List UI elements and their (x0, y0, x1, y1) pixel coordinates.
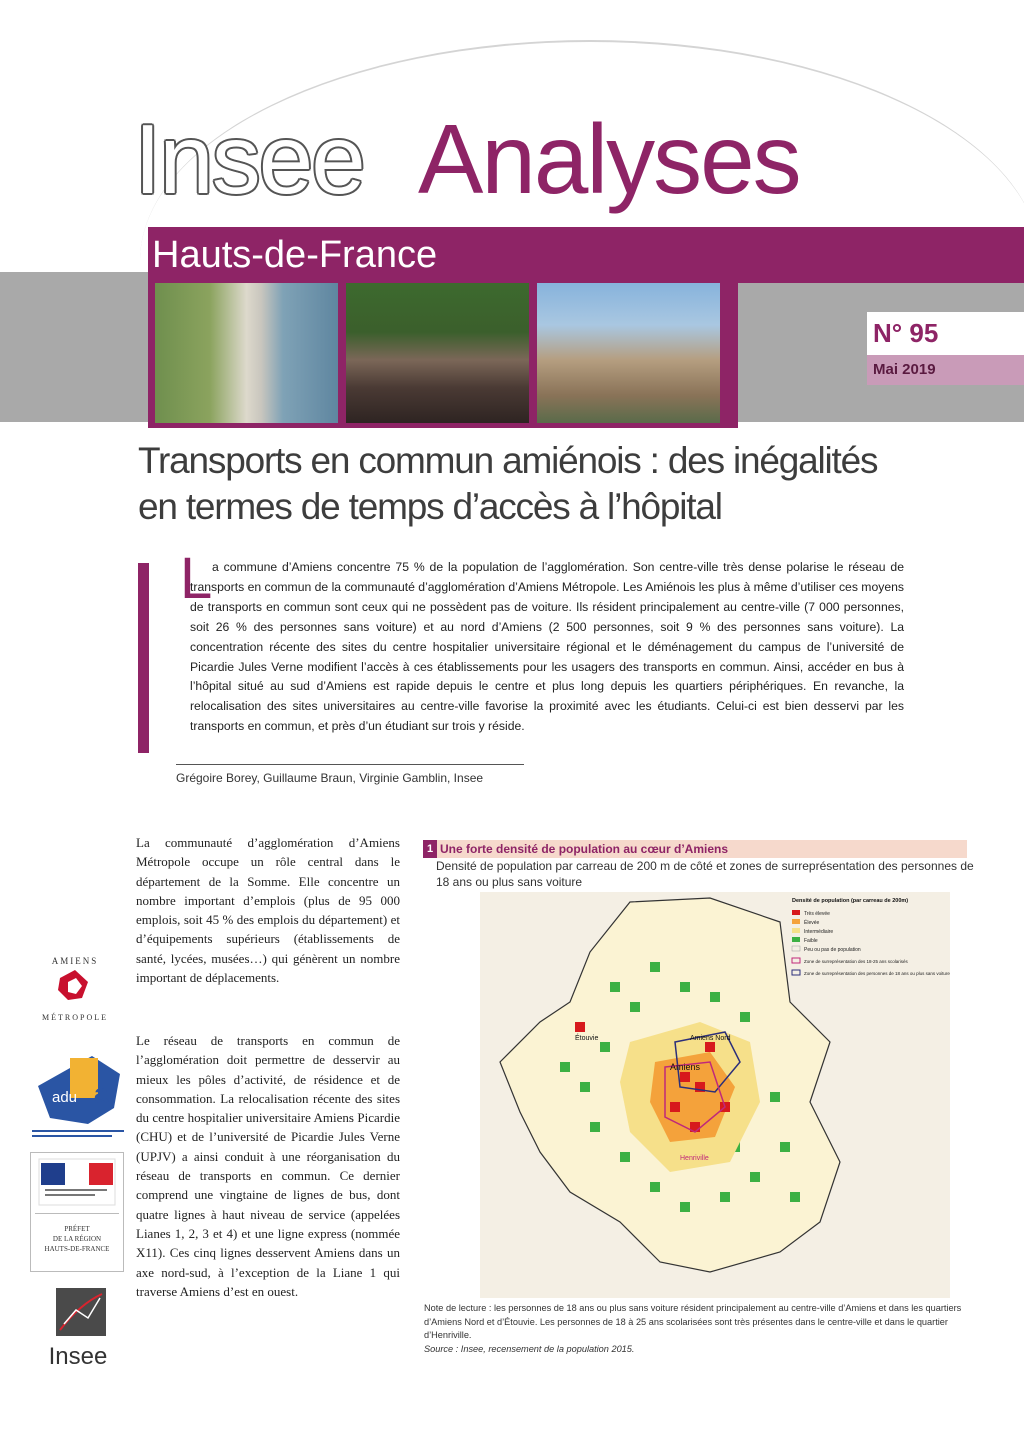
insee-logo-text: Insee (48, 1343, 108, 1370)
note-text: les personnes de 18 ans ou plus sans voiture résident principalement au centre-ville d’Amiens et dans les quartiers d’Amiens Nord et d’Étouvie. Les personnes de 18 à 25 ans scolarisées sont très présentes dans le centre-ville et dans le quartier d’Henriville. (424, 1303, 962, 1340)
insee-logo (30, 1284, 126, 1372)
author-divider (176, 764, 524, 765)
map-label-amiens-nord: Amiens Nord (690, 1035, 731, 1042)
page-title-line-2: en termes de temps d’accès à l’hôpital (138, 486, 722, 527)
legend-item-5: Peu ou pas de population (804, 947, 861, 953)
brand-analyses: Analyses (418, 104, 800, 214)
intro-accent-bar (138, 563, 149, 753)
issue-number: N° 95 (873, 318, 939, 348)
note-label: Note de lecture : (424, 1303, 492, 1313)
photo-cathedral (537, 283, 720, 423)
legend-item-1: Très élevée (804, 911, 830, 917)
region-name: Hauts-de-France (152, 234, 438, 276)
figure-subtitle: Densité de population par carreau de 200 m de côté et zones de surreprésentation des personnes de 18 ans ou plus sans voiture (436, 859, 974, 889)
legend-swatch-4 (792, 937, 800, 942)
map-label-etouvie: Étouvie (575, 1035, 599, 1042)
legend-zone-no-car: Zone de surreprésentation des personnes de 18 ans ou plus sans voiture (804, 971, 950, 976)
issue-date: Mai 2019 (873, 361, 936, 378)
legend-swatch-5 (792, 946, 800, 951)
svg-text:adu: adu (52, 1089, 78, 1106)
legend-swatch-1 (792, 910, 800, 915)
body-paragraph-1: La communauté d’agglomération d’Amiens Métropole occupe un rôle central dans le département de la Somme. Elle concentre un nombre important d’emplois (plus de 95 000 emplois, soit 45 % des emplois du département) et d’équipements supérieurs (établissements de santé, lycées, musées…) qui génèrent un nombre important de déplacements. (136, 835, 400, 986)
figure-note (424, 1302, 969, 1356)
map-label-amiens: Amiens (670, 1062, 701, 1072)
prefet-line-2: DE LA RÉGION (52, 1235, 102, 1243)
brand-insee: Insee (134, 104, 364, 214)
legend-swatch-students (792, 958, 800, 963)
prefet-logo (30, 1152, 124, 1272)
intro-dropcap: L (180, 546, 213, 611)
legend-item-4: Faible (804, 938, 818, 944)
intro-text: a commune d’Amiens concentre 75 % de la population de l’agglomération. Son centre-ville très dense polarise le réseau de transports en commun de la communauté d’agglomération d’Amiens Métropole. Les Amiénois les plus à même d’utiliser ces moyens de transports en commun sont ceux qui ne possèdent pas de voiture. Ils résident principalement au centre-ville (7 000 personnes, soit 26 % des personnes sans voiture) et au nord d’Amiens (2 500 personnes, soit 9 % des personnes sans voiture). La concentration récente des sites du centre hospitalier universitaire régional et le déménagement du campus de l’université de Picardie Jules Verne modifient l’accès à ces établissements pour les usagers des transports en commun. Ainsi, accéder en bus à l’hôpital situé au sud d’Amiens est rapide depuis le centre et plus long depuis les quartiers périphériques. En revanche, la relocalisation des sites universitaires au centre-ville favorise la proximité avec les étudiants. Celui-ci est bien desservi par les transports en commun, et près d’un étudiant sur trois y réside. (190, 560, 904, 734)
prefet-line-1: PRÉFET (64, 1225, 90, 1233)
legend-zone-students: Zone de surreprésentation des 18-25 ans scolarisés (804, 959, 908, 964)
prefet-line-3: HAUTS-DE-FRANCE (44, 1245, 110, 1253)
map-legend (792, 898, 950, 976)
svg-text:MÉTROPOLE: MÉTROPOLE (42, 1013, 108, 1022)
photo-crowd (346, 283, 529, 423)
intro-paragraph (190, 558, 904, 737)
source-text: Insee, recensement de la population 2015. (460, 1343, 635, 1354)
svg-text:AMIENS: AMIENS (51, 956, 99, 966)
figure-title: Une forte densité de population au cœur d’Amiens (440, 842, 729, 856)
legend-item-2: Élevée (804, 920, 820, 926)
photo-cliffs (155, 283, 338, 423)
legend-title: Densité de population (par carreau de 200m) (792, 898, 909, 904)
page-title-line-1: Transports en commun amiénois : des inégalités (138, 440, 878, 481)
density-map (480, 892, 950, 1298)
figure-number: 1 (423, 840, 437, 858)
svg-text:a: a (94, 1078, 109, 1108)
legend-swatch-no-car (792, 970, 800, 975)
legend-swatch-3 (792, 928, 800, 933)
authors: Grégoire Borey, Guillaume Braun, Virginie Gamblin, Insee (176, 771, 484, 785)
aduga-logo (30, 1046, 126, 1142)
legend-item-3: Intermédiaire (804, 929, 834, 935)
source-label: Source : (424, 1343, 459, 1354)
legend-swatch-2 (792, 919, 800, 924)
page-title (138, 438, 958, 530)
amiens-metropole-logo (30, 948, 120, 1030)
map-label-henriville: Henriville (680, 1155, 709, 1162)
body-paragraph-2: Le réseau de transports en commun de l’agglomération doit permettre de desservir au mieux les pôles d’activité, de résidence et de consommation. La relocalisation récente des sites du centre hospitalier universitaire Amiens Picardie (CHU) et de l’université de Picardie Jules Verne (UPJV) a ainsi conduit à une réorganisation du réseau de transports en commun. Ce dernier comprend une vingtaine de lignes de bus, dont quatre lignes à haut niveau de service (appelées Lianes 1, 2, 3 et 4) et une ligne express (nommée X11). Ces cinq lignes desservent Amiens dans un axe nord-sud, à l’exception de la Liane 1 qui traverse Amiens d’est en ouest. (136, 1033, 400, 1299)
